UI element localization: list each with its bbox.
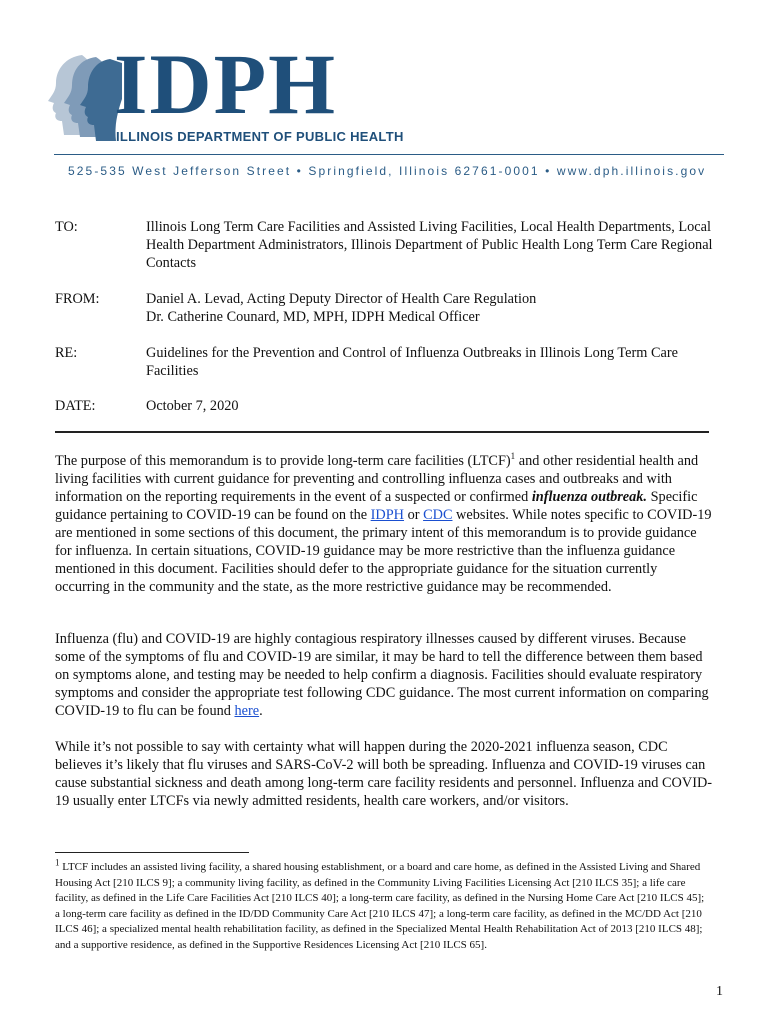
logo-wordmark: IDPH — [114, 36, 337, 132]
letterhead-address: 525-535 West Jefferson Street • Springfield, Illinois 62761-0001 • www.dph.illinois.gov — [68, 164, 707, 178]
here-link[interactable]: here — [234, 703, 260, 719]
p2-text: Influenza (flu) and COVID-19 are highly contagious respiratory illnesses caused by different viruses. Because some of the symptoms of flu and COVID-19 are similar, it may be hard to tell the difference between them based on symptoms alone, and testing may be needed to help confirm a diagnosis. Facilities should evaluate respiratory symptoms and consider the appropriate test following CDC guidance. The most current information on comparing COVID-19 to flu can be found — [55, 631, 709, 719]
to-label: TO: — [55, 219, 78, 235]
date-value: October 7, 2020 — [146, 398, 239, 414]
paragraph-flu-covid — [55, 630, 715, 720]
footnote-ref: 1 — [510, 451, 516, 462]
page-number: 1 — [716, 984, 723, 999]
to-value: Illinois Long Term Care Facilities and Assisted Living Facilities, Local Health Departments, Local Health Department Administrators, Illinois Department of Public Health Long Term Care Regional Contacts — [146, 219, 713, 271]
re-label: RE: — [55, 345, 78, 361]
date-label: DATE: — [55, 398, 96, 414]
logo-subtitle: ILLINOIS DEPARTMENT OF PUBLIC HEALTH — [116, 129, 404, 144]
influenza-outbreak-emphasis: influenza outbreak. — [531, 489, 648, 505]
from-value — [146, 290, 726, 326]
idph-logo — [44, 36, 404, 149]
from-line-1: Daniel A. Levad, Acting Deputy Director of Health Care Regulation — [146, 291, 537, 307]
memo-header-divider — [55, 431, 709, 433]
paragraph-season: While it’s not possible to say with certainty what will happen during the 2020-2021 influenza season, CDC believes it’s likely that flu viruses and SARS-CoV-2 will both be spreading. Influenza and COVID-19 viruses can cause substantial sickness and death among long-term care facility residents and personnel. Influenza and COVID-19 usually enter LTCFs via newly admitted residents, health care workers, and/or visitors. — [55, 739, 713, 809]
re-value: Guidelines for the Prevention and Control of Influenza Outbreaks in Illinois Long Term Care Facilities — [146, 345, 678, 379]
footnote-text: LTCF includes an assisted living facility, a shared housing establishment, or a board and care home, as defined in the Assisted Living and Shared Housing Act [210 ILCS 9]; a community living facility, as defined in the Community Living Facilities Licensing Act [210 ILCS 35]; a life care facility, as defined in the Life Care Facilities Act [210 ILCS 40]; a long-term care facility, as defined in the Nursing Home Care Act [210 ILCS 45]; a long-term care facility as defined in the ID/DD Community Care Act [210 ILCS 47]; a long-term care facility, as defined in the MC/DD Act [210 ILCS 46]; a specialized mental health rehabilitation facility, as defined in the Specialized Mental Health Rehabilitation Act of 2013 [210 ILCS 48]; and a supportive residence, as defined in the Supportive Residences Licensing Act [210 ILCS 65]. — [55, 861, 705, 951]
idph-link[interactable]: IDPH — [370, 507, 405, 523]
from-line-2: Dr. Catherine Counard, MD, MPH, IDPH Medical Officer — [146, 309, 480, 325]
p1-or: or — [404, 507, 424, 523]
footnote-divider — [55, 852, 249, 853]
footnote-marker: 1 — [55, 857, 60, 868]
p1-text-a: The purpose of this memorandum is to provide long-term care facilities (LTCF) — [55, 453, 511, 469]
profile-faces-icon — [44, 49, 124, 149]
footnote — [55, 857, 707, 953]
paragraph-purpose — [55, 452, 715, 596]
p1-text-b: and other residential health and living facilities with current guidance for preventing and controlling influenza cases and outbreaks and with information on the reporting requirements in the event of a suspected or confirmed — [55, 453, 699, 505]
cdc-link[interactable]: CDC — [423, 507, 453, 523]
p1-text-c: Specific guidance pertaining to COVID-19 can be found on the — [55, 489, 698, 523]
header-divider — [54, 154, 724, 155]
p1-text-d: websites. While notes specific to COVID-19 are mentioned in some sections of this document, the primary intent of this memorandum is to provide guidance for influenza. In certain situations, COVID-19 guidance may be more restrictive than the influenza guidance mentioned in this document. Facilities should defer to the appropriate guidance for the situation currently occurring in the community and the state, as the more restrictive guidance may be recommended. — [55, 507, 712, 595]
p2-end: . — [259, 703, 263, 719]
from-label: FROM: — [55, 291, 100, 307]
